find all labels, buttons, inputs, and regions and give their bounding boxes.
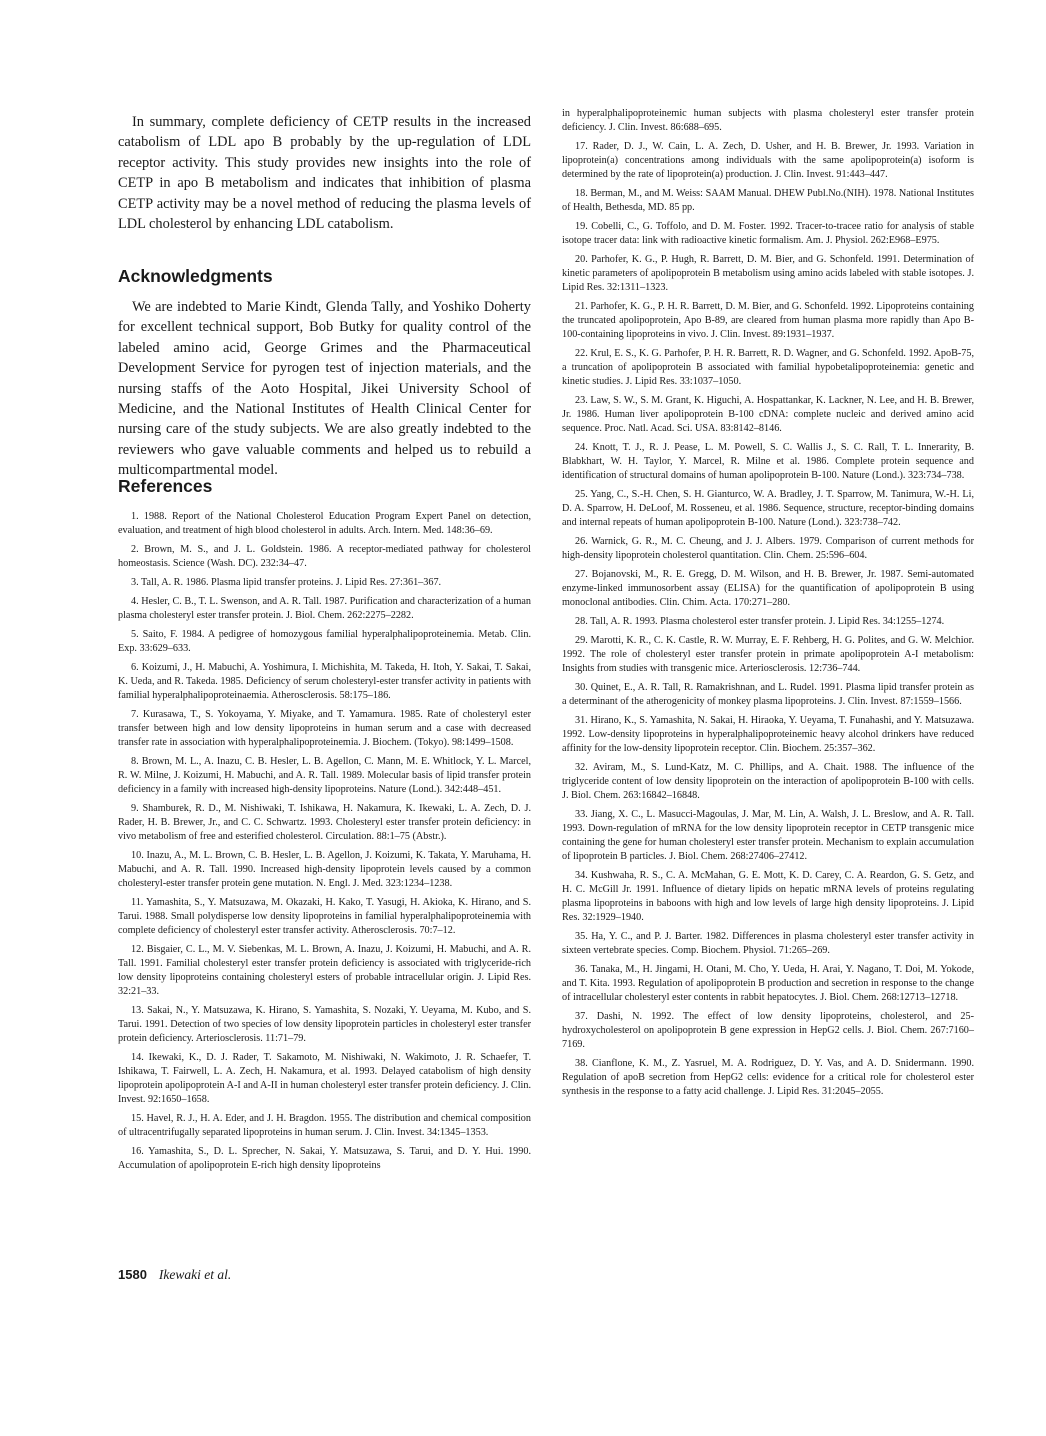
acknowledgments-text: We are indebted to Marie Kindt, Glenda Tally, and Yoshiko Doherty for excellent technical support, Bob Butky for quality control of the labeled amino acid, George Grimes and the Pharmaceutical Development Service for pyrogen test of injection materials, and the nursing staffs of the Aoto Hospital, Jikei University School of Medicine, and the National Institutes of Health Clinical Center for nursing care of the study subjects. We are also greatly indebted to the reviewers who gave valuable comments and helped us to rebuild a multicompartmental model.: [118, 299, 531, 479]
reference-item: 12. Bisgaier, C. L., M. V. Siebenkas, M. L. Brown, A. Inazu, J. Koizumi, H. Mabuchi, and A. R. Tall. 1991. Familial cholesteryl ester transfer protein deficiency is associated with triglyceride-rich low density lipoproteins containing cholesteryl esters of probable intracellular origin. J. Lipid Res. 32:21–33.: [118, 943, 531, 998]
reference-item: 27. Bojanovski, M., R. E. Gregg, D. M. Wilson, and H. B. Brewer, Jr. 1987. Semi-automated enzyme-linked immunosorbent assay (ELISA) for the quantification of apolipoprotein B using monoclonal antibodies. Clin. Chim. Acta. 170:271–280.: [562, 568, 974, 609]
reference-item: 16. Yamashita, S., D. L. Sprecher, N. Sakai, Y. Matsuzawa, S. Tarui, and D. Y. Hui. 1990. Accumulation of apolipoprotein E-rich high density lipoproteins: [118, 1146, 531, 1172]
page-number: 1580: [118, 1267, 147, 1282]
reference-item: 18. Berman, M., and M. Weiss: SAAM Manual. DHEW Publ.No.(NIH). 1978. National Institutes of Health, Bethesda, MD. 85 pp.: [562, 187, 974, 214]
reference-item: 13. Sakai, N., Y. Matsuzawa, K. Hirano, S. Yamashita, S. Nozaki, Y. Ueyama, M. Kubo, and S. Tarui. 1991. Detection of two species of low density lipoprotein particles in cholesteryl ester transfer protein deficiency. Arteriosclerosis. 11:71–79.: [118, 1004, 531, 1045]
reference-item: 28. Tall, A. R. 1993. Plasma cholesterol ester transfer protein. J. Lipid Res. 34:1255–1274.: [575, 616, 945, 627]
page-footer: [118, 1267, 231, 1283]
reference-item: 19. Cobelli, C., G. Toffolo, and D. M. Foster. 1992. Tracer-to-tracee ratio for analysis of stable isotope tracer data: link with radioactive kinetic formalism. Am. J. Physiol. 262:E968–E975.: [562, 220, 974, 246]
reference-item: 15. Havel, R. J., H. A. Eder, and J. H. Bragdon. 1955. The distribution and chemical composition of ultracentrifugally separated lipoproteins in human serum. J. Clin. Invest. 34:1345–1353.: [118, 1113, 531, 1139]
reference-item: 34. Kushwaha, R. S., C. A. McMahan, G. E. Mott, K. D. Carey, C. A. Reardon, G. S. Getz, and H. C. McGill Jr. 1991. Influence of dietary lipids on hepatic mRNA levels of proteins regulating plasma lipoproteins in baboons with high and low levels of large high density lipoproteins. J. Lipid Res. 32:1929–1940.: [562, 870, 974, 924]
references-heading: References: [118, 476, 213, 496]
reference-item: 26. Warnick, G. R., M. C. Cheung, and J. J. Albers. 1979. Comparison of current methods for high-density lipoprotein cholesterol quantitation. Clin. Chem. 25:596–604.: [562, 536, 974, 562]
reference-item: 9. Shamburek, R. D., M. Nishiwaki, T. Ishikawa, H. Nakamura, K. Ikewaki, L. A. Zech, D. J. Rader, H. B. Brewer, Jr., and C. C. Schwartz. 1993. Cholesteryl ester transfer protein deficiency: in vivo metabolism of free and esterified cholesterol. Circulation. 88:1–75 (Abstr.).: [118, 802, 531, 842]
reference-item: 38. Cianflone, K. M., Z. Yasruel, M. A. Rodriguez, D. Y. Vas, and A. D. Snidermann. 1990. Regulation of apoB secretion from HepG2 cells: evidence for a critical role for cholesterol ester synthesis in the response to a fatty acid challenge. J. Lipid Res. 31:2045–2055.: [562, 1058, 974, 1098]
reference-item: 2. Brown, M. S., and J. L. Goldstein. 1986. A receptor-mediated pathway for cholesterol homeostasis. Science (Wash. DC). 232:34–47.: [118, 543, 531, 570]
reference-list-left: [118, 510, 531, 1173]
reference-item: 22. Krul, E. S., K. G. Parhofer, P. H. R. Barrett, R. D. Wagner, and G. Schonfeld. 1992. ApoB-75, a truncation of apolipoprotein B associated with familial hypobetalipoproteinemia: genetic and kinetic studies. J. Lipid Res. 33:1037–1050.: [562, 347, 974, 388]
reference-item: 4. Hesler, C. B., T. L. Swenson, and A. R. Tall. 1987. Purification and characterization of a human plasma cholesteryl ester transfer protein. J. Biol. Chem. 262:2275–2282.: [118, 595, 531, 621]
summary-paragraph: In summary, complete deficiency of CETP results in the increased catabolism of LDL apo B probably by the up-regulation of LDL receptor activity. This study provides new insights into the role of CETP in apo B metabolism and indicates that inhibition of plasma CETP activity may be a novel method of reducing the plasma levels of LDL cholesterol by enhancing LDL catabolism.: [118, 114, 531, 233]
reference-item: 14. Ikewaki, K., D. J. Rader, T. Sakamoto, M. Nishiwaki, N. Wakimoto, J. R. Schaefer, T. Ishikawa, T. Fairwell, L. A. Zech, H. Nakamura, et al. 1993. Delayed catabolism of high density lipoprotein apolipoprotein A-I and A-II in human cholesteryl ester transfer protein deficiency. J. Clin. Invest. 92:1650–1658.: [118, 1051, 531, 1106]
reference-item: 24. Knott, T. J., R. J. Pease, L. M. Powell, S. C. Wallis J., S. C. Rall, T. L. Innerarity, B. Blabkhart, W. H. Taylor, Y. Marcel, R. Milne et al. 1986. Complete protein sequence and identification of structural domains of human apolipoprotein B-100. Nature (Lond.). 323:734–738.: [562, 441, 974, 482]
reference-item: 30. Quinet, E., A. R. Tall, R. Ramakrishnan, and L. Rudel. 1991. Plasma lipid transfer protein as a determinant of the atherogenicity of monkey plasma lipoproteins. J. Clin. Invest. 87:1559–1566.: [562, 681, 974, 707]
reference-item-continued: in hyperalphalipoproteinemic human subjects with plasma cholesteryl ester transfer protein deficiency. J. Clin. Invest. 86:688–695.: [562, 108, 974, 134]
reference-item: 29. Marotti, K. R., C. K. Castle, R. W. Murray, E. F. Rehberg, H. G. Polites, and G. W. Melchior. 1992. The role of cholesteryl ester transfer protein in primate apolipoprotein A-I metabolism: Insights from studies with transgenic mice. Arteriosclerosis. 12:736–744.: [562, 634, 974, 675]
reference-item: 11. Yamashita, S., Y. Matsuzawa, M. Okazaki, H. Kako, T. Yasugi, H. Akioka, K. Hirano, and S. Tarui. 1988. Small polydisperse low density lipoproteins in familial hyperalphalipoproteinemia with complete deficiency of cholesteryl ester transfer activity. Atherosclerosis. 70:7–12.: [118, 896, 531, 936]
reference-item: 23. Law, S. W., S. M. Grant, K. Higuchi, A. Hospattankar, K. Lackner, N. Lee, and H. B. Brewer, Jr. 1986. Human liver apolipoprotein B-100 cDNA: complete nucleic and derived amino acid sequence. Proc. Natl. Acad. Sci. USA. 83:8142–8146.: [562, 394, 974, 435]
reference-item: 33. Jiang, X. C., L. Masucci-Magoulas, J. Mar, M. Lin, A. Walsh, J. L. Breslow, and A. R. Tall. 1993. Down-regulation of mRNA for the low density lipoprotein receptor in CETP transgenic mice containing the gene for human cholesteryl ester transfer protein. Mechanism to explain accumulation of lipoprotein B particles. J. Biol. Chem. 268:27406–27412.: [562, 808, 974, 863]
acknowledgments-heading: Acknowledgments: [118, 266, 273, 286]
reference-item: 10. Inazu, A., M. L. Brown, C. B. Hesler, L. B. Agellon, J. Koizumi, K. Takata, Y. Maruhama, H. Mabuchi, and A. R. Tall. 1990. Increased high-density lipoprotein levels caused by a common cholesteryl-ester transfer protein gene mutation. N. Engl. J. Med. 323:1234–1238.: [118, 849, 531, 889]
reference-item: 21. Parhofer, K. G., P. H. R. Barrett, D. M. Bier, and G. Schonfeld. 1992. Lipoproteins containing the truncated apolipoprotein, Apo B-89, are cleared from human plasma more rapidly than Apo B-100-containing lipoproteins in vivo. J. Clin. Invest. 89:1931–1937.: [562, 300, 974, 341]
reference-item: 37. Dashi, N. 1992. The effect of low density lipoproteins, cholesterol, and 25-hydroxycholesterol on apolipoprotein B gene expression in HepG2 cells. J. Biol. Chem. 267:7160–7169.: [562, 1011, 974, 1051]
reference-item: 7. Kurasawa, T., S. Yokoyama, Y. Miyake, and T. Yamamura. 1985. Rate of cholesteryl ester transfer between high and low density lipoproteins in human serum and a case with decreased transfer rate in association with hyperalphalipoproteinemia. J. Biochem. (Tokyo). 98:1499–1508.: [118, 708, 531, 748]
reference-list-right: [562, 107, 974, 1099]
reference-item: 1. 1988. Report of the National Cholesterol Education Program Expert Panel on detection, evaluation, and treatment of high blood cholesterol in adults. Arch. Intern. Med. 148:36–69.: [118, 511, 531, 537]
reference-item: 8. Brown, M. L., A. Inazu, C. B. Hesler, L. B. Agellon, C. Mann, M. E. Whitlock, Y. L. Marcel, R. W. Milne, J. Koizumi, H. Mabuchi, and A. R. Tall. 1989. Molecular basis of lipid transfer protein deficiency in a family with increased high-density lipoproteins. Nature (Lond.). 342:448–451.: [118, 755, 531, 795]
reference-item: 20. Parhofer, K. G., P. Hugh, R. Barrett, D. M. Bier, and G. Schonfeld. 1991. Determination of kinetic parameters of apolipoprotein B metabolism using amino acids labeled with stable isotopes. J. Lipid Res. 32:1311–1323.: [562, 253, 974, 294]
reference-item: 5. Saito, F. 1984. A pedigree of homozygous familial hyperalphalipoproteinemia. Metab. Clin. Exp. 33:629–633.: [118, 628, 531, 654]
reference-item: 31. Hirano, K., S. Yamashita, N. Sakai, H. Hiraoka, Y. Ueyama, T. Funahashi, and Y. Matsuzawa. 1992. Low-density lipoproteins in hyperalphalipoproteinemic heavy alcohol drinkers have reduced affinity for the low-density lipoprotein receptor. Clin. Biochem. 25:357–362.: [562, 714, 974, 754]
reference-item: 3. Tall, A. R. 1986. Plasma lipid transfer proteins. J. Lipid Res. 27:361–367.: [131, 576, 442, 588]
reference-item: 17. Rader, D. J., W. Cain, L. A. Zech, D. Usher, and H. B. Brewer, Jr. 1993. Variation in lipoprotein(a) concentrations among individuals with the same apolipoprotein(a) isoform is determined by the rate of lipoprotein(a) production. J. Clin. Invest. 91:443–447.: [562, 140, 974, 181]
running-author: Ikewaki et al.: [158, 1267, 232, 1282]
reference-item: 32. Aviram, M., S. Lund-Katz, M. C. Phillips, and A. Chait. 1988. The influence of the triglyceride content of low density lipoprotein on the interaction of apolipoprotein B-100 with cells. J. Biol. Chem. 263:16842–16848.: [562, 761, 974, 802]
reference-item: 6. Koizumi, J., H. Mabuchi, A. Yoshimura, I. Michishita, M. Takeda, H. Itoh, Y. Sakai, T. Sakai, K. Ueda, and R. Takeda. 1985. Deficiency of serum cholesteryl-ester transfer activity in patients with familial hyperalphalipoproteinaemia. Atherosclerosis. 58:175–186.: [118, 661, 531, 701]
reference-item: 35. Ha, Y. C., and P. J. Barter. 1982. Differences in plasma cholesteryl ester transfer activity in sixteen vertebrate species. Comp. Biochem. Physiol. 71:265–269.: [562, 931, 974, 957]
reference-item: 36. Tanaka, M., H. Jingami, H. Otani, M. Cho, Y. Ueda, H. Arai, Y. Nagano, T. Doi, M. Yokode, and T. Kita. 1993. Regulation of apolipoprotein B production and secretion in response to the change of intracellular cholesteryl ester contents in rabbit hepatocytes. J. Biol. Chem. 268:12713–12718.: [562, 964, 974, 1004]
reference-item: 25. Yang, C., S.-H. Chen, S. H. Gianturco, W. A. Bradley, J. T. Sparrow, M. Tanimura, W.-H. Li, D. A. Sparrow, H. DeLoof, M. Rosseneu, et al. 1986. Sequence, structure, receptor-binding domains and internal repeats of human apolipoprotein B-100. Nature (Lond.). 323:738–742.: [562, 489, 974, 529]
